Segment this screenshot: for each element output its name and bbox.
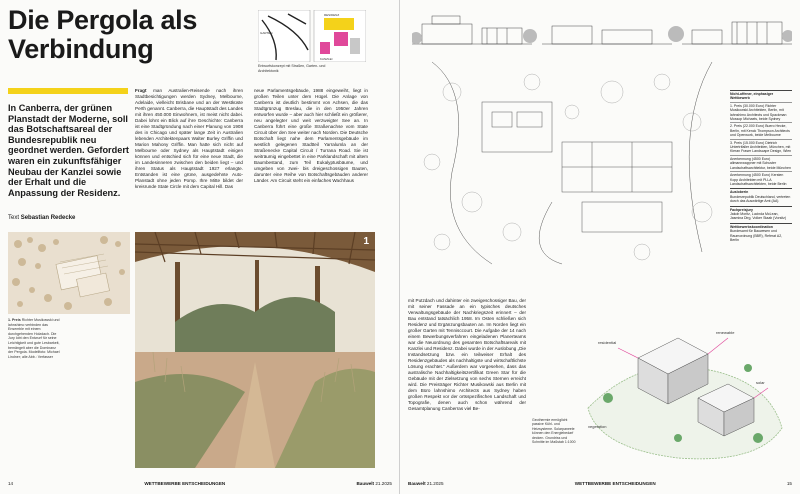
jury-entry-7: Jakob Moritz, Lucinda McLean, Jasmina Dirg, Volker Staab (Vorsitz)	[730, 211, 787, 221]
site-caption: Entwurfskonzept mit Straßen, Garten- und Architektonik	[258, 64, 326, 73]
body-text-1: man Australien-Reisende nach ihren Stadtbesichtigungen werden Sydney, Melbourne, Adelaide, vielleicht Brisbane und an der Westküste Perth genannt. Canberra, die Hauptstadt des Landes mit ihren 450.000 Einwohnern, ist meist nicht dabei. Dabei lohnt ein Blick auf ihre Geschichte: Canberra ist eine Stadtgründung nach einer Planung von 1908 des in Chicago und später lange Zeit in Australien lebenden Architektenpaars Walter Burley Griffin und Marion Mahony Griffin. Man hatte sich nicht auf Melbourne oder Sydney als Hauptstadt einigen können und entschied sich für eine neue Stadt, die im Landesinneren zwischen den beiden liegt – und ihren Status als Hauptstadt 1927 erlangte. Entstanden ist eine grüne, ausgedehnte Auto-Planstadt ohne jeden Pomp. Ihre Mitte bildet der kreisrunde State Circle mit dem Capital Hill. Das	[135, 88, 243, 189]
footer-page-number-right: 15	[786, 481, 792, 486]
jury-entry-5: Anerkennung (4500 Euro) Kersten Kopp Architekten mit PLLA Landschaftsarchitekten, beide Berlin	[730, 171, 792, 186]
footer-issue-wrap-right	[408, 481, 444, 486]
jury-entry-3: 3. Preis (15.000 Euro) Dietrich Untertrifaller Architekten, München, mit Kieran Fraser Landscape Design, Wien	[730, 140, 792, 154]
jury-heading-0: Nicht-offener, einphasiger Wettbewerb	[730, 90, 792, 101]
axonometric-diagram	[578, 298, 792, 466]
footer-issue-wrap	[356, 481, 392, 486]
axo-label-0: residential	[598, 340, 617, 345]
axo-label-1: renewable	[716, 330, 735, 335]
site-label-garten: GARTEN	[260, 31, 273, 35]
body-column-1	[135, 88, 243, 190]
site-concept-sketch	[258, 10, 366, 62]
right-footer	[408, 481, 792, 486]
elevation-drawings	[412, 10, 792, 50]
jury-heading-6: Ausloberin	[730, 188, 792, 194]
model-photo	[8, 232, 130, 314]
jury-entry-4: Anerkennung (4500 Euro) allmannwappner mit Schuster Landschaftsarchitektur, beide München	[730, 156, 791, 170]
left-footer	[8, 481, 392, 486]
dropcap-word: Fragt	[135, 88, 147, 93]
jury-entry-1: 1. Preis (30.000 Euro) Richter Musikowski Architekten, Berlin, mit lahnshimo Architects und Spackman Mossop Michaels, beide Sydney	[730, 102, 792, 122]
site-plan	[412, 52, 742, 274]
axo-label-2: solar	[756, 380, 765, 385]
body-column-3: mit Putzdach und dahinter ein zweigeschossiger Bau, der mit seiner Fassade an ein typisches deutsches Verwaltungsgebäude der Nachkriegszeit erinnert – der Bau entstand tatsächlich 1958. Im Osten schließen sich Residenz und Ergänzungsbauten an. Im Norden liegt ein großer Garten mit Tennisccourt. Die Aufgabe der 14 nach einem Bewerbungsverfahren eingeladenen Planerteams war die Neuordnung des gesamten Botschaftsareals mit Kanzlei und Residenz. Dabei wurde in der Auslobung „Die Instandsetzung bzw. ein teilweiser Erhalt des Residenzgebäudes als nachhaltigste und wirtschaftlichste Lösung erachtet.“ Außerdem war vorgesehen, dass das australische Nachhaltigkeitszertifikat Green Star für die Gebäude mit der Zielsetzung von sechs Sternen erreicht wird. Die Preisträger Richter Musikowski aus Berlin mit dem Büro lahnshimo Architects aus Sydney haben großen Respekt vor der ortsspezifischen Landschaft und Topografie, denen auch schon während der Gesamtplanung Canberras viel Be-	[408, 298, 526, 411]
footer-section-right: WETTBEWERBE ENTSCHEIDUNGEN	[574, 481, 656, 486]
pergola-photo	[135, 232, 375, 468]
caption-text: Richter Musikowski und lahnshimo verbinden das Ensemble mit einem durchgehenden Holzdach. Die Jury lobt den Entwurf für seine Leichtigkeit und gute Lesbarkeit, bemängelt aber die Dominanz der Pergola. Modellfoto: Michael Lindner; alle Abb.: Verfasser	[8, 318, 60, 359]
body-column-2: neue Parlamentsgebäude, 1988 eingeweiht, liegt in großen Teilen unter dem Hügel. Die Anlage von Canberra ist deutlich bestimmt von Achsen, die das Stadtgrünzug Breslau, die in den 1950er Jahren entworfen wurde – aber auch hier schließt ein größerer, neu angelegter und weit verzweigter See an. In Canberra führt eine große Straßenachse vom State Circuit über den See weiter nach Norden. Die Deutsche Botschaft liegt nahe dem Parlamentsgebäude im westlich gelegenen Stadtteil Yarralumla an der Straßenecke Capital Circuit / Turrana Road. Sie ist weiträumig eingebettet in eine Parklandschaft mit altem Baumbestand, zum Teil Eukalyptusbäume, und umgeben von zwei- bis dreigeschossigen Bauten, darunter eine Reihe von Botschaftsgebäuden anderer Länder. Am Circuit steht ein einfaches Wachhaus	[254, 88, 368, 183]
site-label-residenz: RESIDENZ	[324, 13, 340, 17]
competition-facts	[730, 88, 792, 242]
footer-section: WETTBEWERBE ENTSCHEIDUNGEN	[144, 481, 226, 486]
lead-paragraph: In Canberra, der grünen Planstadt der Moderne, soll das Botschaftsareal der Bundesrepublik neu geordnet werden. Gefordert waren ein zukunftsfähiger Neubau der Kanzlei sowie der Erhalt und die Anpassung der Residenz.	[8, 103, 129, 198]
byline-prefix: Text	[8, 215, 20, 221]
byline	[8, 215, 75, 221]
footer-magazine-right: Bauwelt	[408, 481, 426, 486]
axo-label-3: vegetation	[588, 424, 607, 429]
jury-heading-7: Fachpreisjury	[730, 206, 792, 212]
article-title: Die Pergola als Verbindung	[8, 5, 198, 64]
model-photo-caption	[8, 318, 62, 359]
site-label-kanzlei: KANZLEI	[320, 57, 333, 61]
footer-issue: 21.2025	[375, 481, 392, 486]
jury-entry-2: 2. Preis (22.000 Euro) Buero Hecke, Berlin, mit Kenck Thompson Architects und Openwork, beide Melbourne	[730, 122, 792, 137]
footer-page-number: 14	[8, 481, 14, 486]
caption-prize: 1. Preis	[8, 318, 21, 322]
accent-bar	[8, 88, 128, 94]
footer-issue-right: 21.2025	[426, 481, 444, 486]
footer-magazine: Bauwelt	[356, 481, 375, 486]
jury-heading-8: Wettbewerbskoordination	[730, 223, 792, 229]
jury-entry-6: Bundesrepublik Deutschland, vertreten durch das Auswärtige Amt (AA)	[730, 194, 791, 204]
jury-entry-8: Bundesamt für Bauwesen und Raumordnung (BBR), Referat A2, Berlin	[730, 229, 783, 242]
right-page	[400, 0, 800, 494]
byline-author: Sebastian Redecke	[20, 215, 76, 221]
photo-number: 1	[363, 236, 369, 247]
diagram-caption: Geothermie ermöglicht passive Kühl- und Heizsysteme. Solarpaneele können den Energiebedarf decken. Grundriss und Schnitte im Maßstab 1:1000	[532, 418, 576, 445]
